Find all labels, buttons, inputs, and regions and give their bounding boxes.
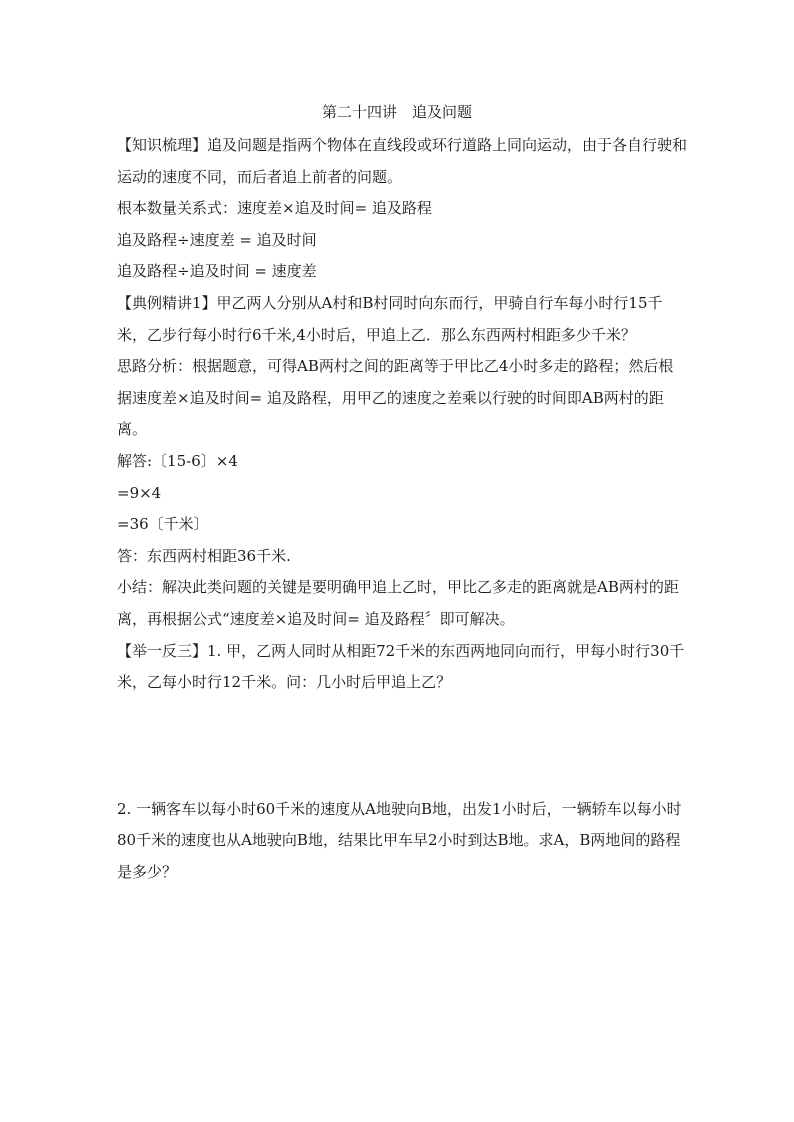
analysis-paragraph: 思路分析：根据题意，可得AB两村之间的距离等于甲比乙4小时多走的路程；然后根据速度差×追及时间= 追及路程，用甲乙的速度之差乘以行驶的时间即AB两村的距离。 bbox=[117, 357, 674, 439]
answer-line: 答：东西两村相距36千米. bbox=[117, 546, 291, 565]
practice-question-2: 2. 一辆客车以每小时60千米的速度从A地驶向B地，出发1小时后，一辆轿车以每小时80千米的速度也从A地驶向B地，结果比甲车早2小时到达B地。求A，B两地间的路程是多少？ bbox=[117, 799, 682, 881]
formula-line-3: 追及路程÷追及时间 = 速度差 bbox=[117, 262, 317, 281]
summary-paragraph: 小结：解决此类问题的关键是要明确甲追上乙时，甲比乙多走的距离就是AB两村的距离，再根据公式“速度差×追及时间= 追及路程〞即可解决。 bbox=[117, 578, 679, 628]
knowledge-paragraph: 【知识梳理】追及问题是指两个物体在直线段或环行道路上同向运动，由于各自行驶和运动的速度不同，而后者追上前者的问题。 bbox=[117, 136, 688, 186]
formula-line-2: 追及路程÷速度差 = 追及时间 bbox=[117, 230, 317, 249]
practice-question-1: 【举一反三】1. 甲，乙两人同时从相距72千米的东西两地同向而行，甲每小时行30千米，乙每小时行12千米。问：几小时后甲追上乙？ bbox=[117, 641, 685, 692]
solution-line-2: =9×4 bbox=[117, 483, 162, 502]
formula-intro: 根本数量关系式：速度差×追及时间= 追及路程 bbox=[117, 199, 432, 218]
solution-line-1: 解答:〔15-6〕×4 bbox=[117, 451, 238, 470]
solution-line-3: =36〔千米〕 bbox=[117, 515, 209, 534]
lesson-content bbox=[117, 130, 687, 888]
lesson-title: 第二十四讲 追及问题 bbox=[321, 103, 472, 121]
answer-space bbox=[117, 699, 687, 794]
example-paragraph: 【典例精讲1】甲乙两人分别从A村和B村同时向东而行，甲骑自行车每小时行15千米，乙步行每小时行6千米,4小时后，甲追上乙．那么东西两村相距多少千米？ bbox=[117, 293, 663, 344]
